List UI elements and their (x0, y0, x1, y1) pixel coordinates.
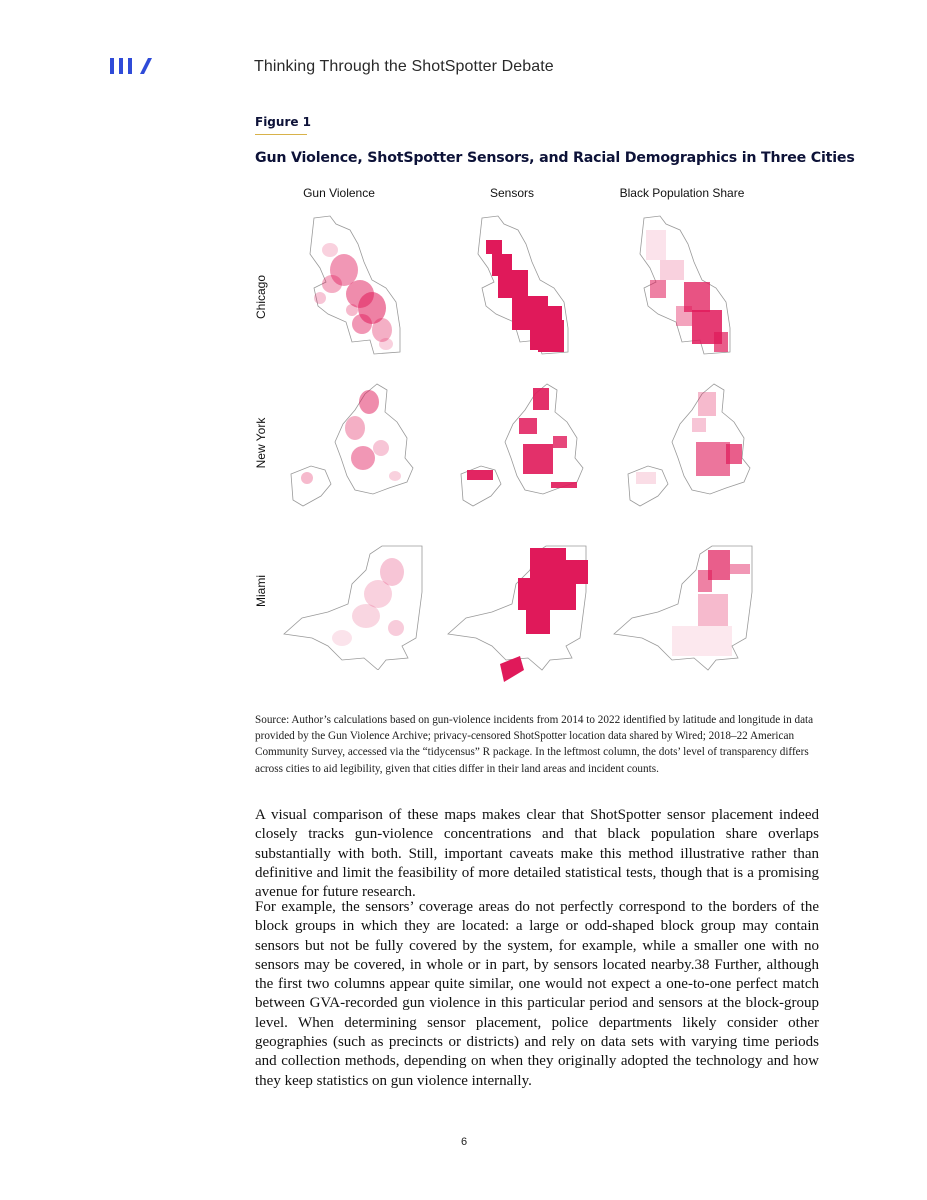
row-header-new-york: New York (254, 417, 268, 469)
map-chicago-black-population-share (630, 210, 740, 358)
figure-title: Gun Violence, ShotSpotter Sensors, and Racial Demographics in Three Cities (255, 150, 855, 166)
publisher-logo-icon (110, 58, 152, 74)
row-header-chicago: Chicago (254, 274, 268, 320)
map-new-york-gun-violence (285, 378, 415, 513)
map-chicago-gun-violence (300, 210, 410, 358)
column-header-black-population-share: Black Population Share (619, 186, 745, 200)
body-paragraph: A visual comparison of these maps makes clear that ShotSpotter sensor placement indeed closely tracks gun-violence concentrations and that black population share overlaps substantially with both. Still, important caveats make this method illustrative rather than definitive and limit the feasibility of more detailed statistical tests, though that is a promising avenue for future research. (255, 807, 819, 901)
map-miami-gun-violence (282, 542, 432, 670)
map-miami-sensors (446, 542, 596, 687)
page-number: 6 (460, 1136, 468, 1148)
map-miami-black-population-share (612, 542, 762, 682)
column-header-gun-violence: Gun Violence (303, 186, 375, 200)
row-header-miami: Miami (254, 575, 268, 607)
map-new-york-sensors (455, 378, 585, 513)
figure-label-rule (255, 134, 307, 135)
running-header-title: Thinking Through the ShotSpotter Debate (254, 58, 554, 75)
body-paragraph: For example, the sensors’ coverage areas do not perfectly correspond to the borders of the block groups in which they are located: a large or odd-shaped block group may contain sensors but not be fully covered by the system, for example, while a smaller one with no sensors may be covered, in whole or in part, by sensors located nearby.38 Further, although the first two columns appear quite similar, one would not expect a one-to-one perfect match between GVA-recorded gun violence in this particular period and sensors at the block-group level. When determining sensor placement, police departments likely consider other geographies (such as precincts or districts) and rely on data sets with varying time periods and collection methods, depending on when they originally adopted the technology and how they keep statistics on gun violence internally. (255, 899, 819, 1089)
map-chicago-sensors (468, 210, 578, 358)
figure-label: Figure 1 (255, 115, 312, 129)
figure-source-note: Source: Author’s calculations based on gun-violence incidents from 2014 to 2022 identified by latitude and longitude in data provided by the Gun Violence Archive; privacy-censored ShotSpotter location data shared by Wired; 2018–22 American Community Survey, accessed via the “tidycensus” R package. In the leftmost column, the dots’ level of transparency differs across cities to aid legibility, given that cities differ in their land areas and incident counts. (255, 714, 814, 775)
map-new-york-black-population-share (622, 378, 752, 513)
column-header-sensors: Sensors (489, 186, 535, 200)
